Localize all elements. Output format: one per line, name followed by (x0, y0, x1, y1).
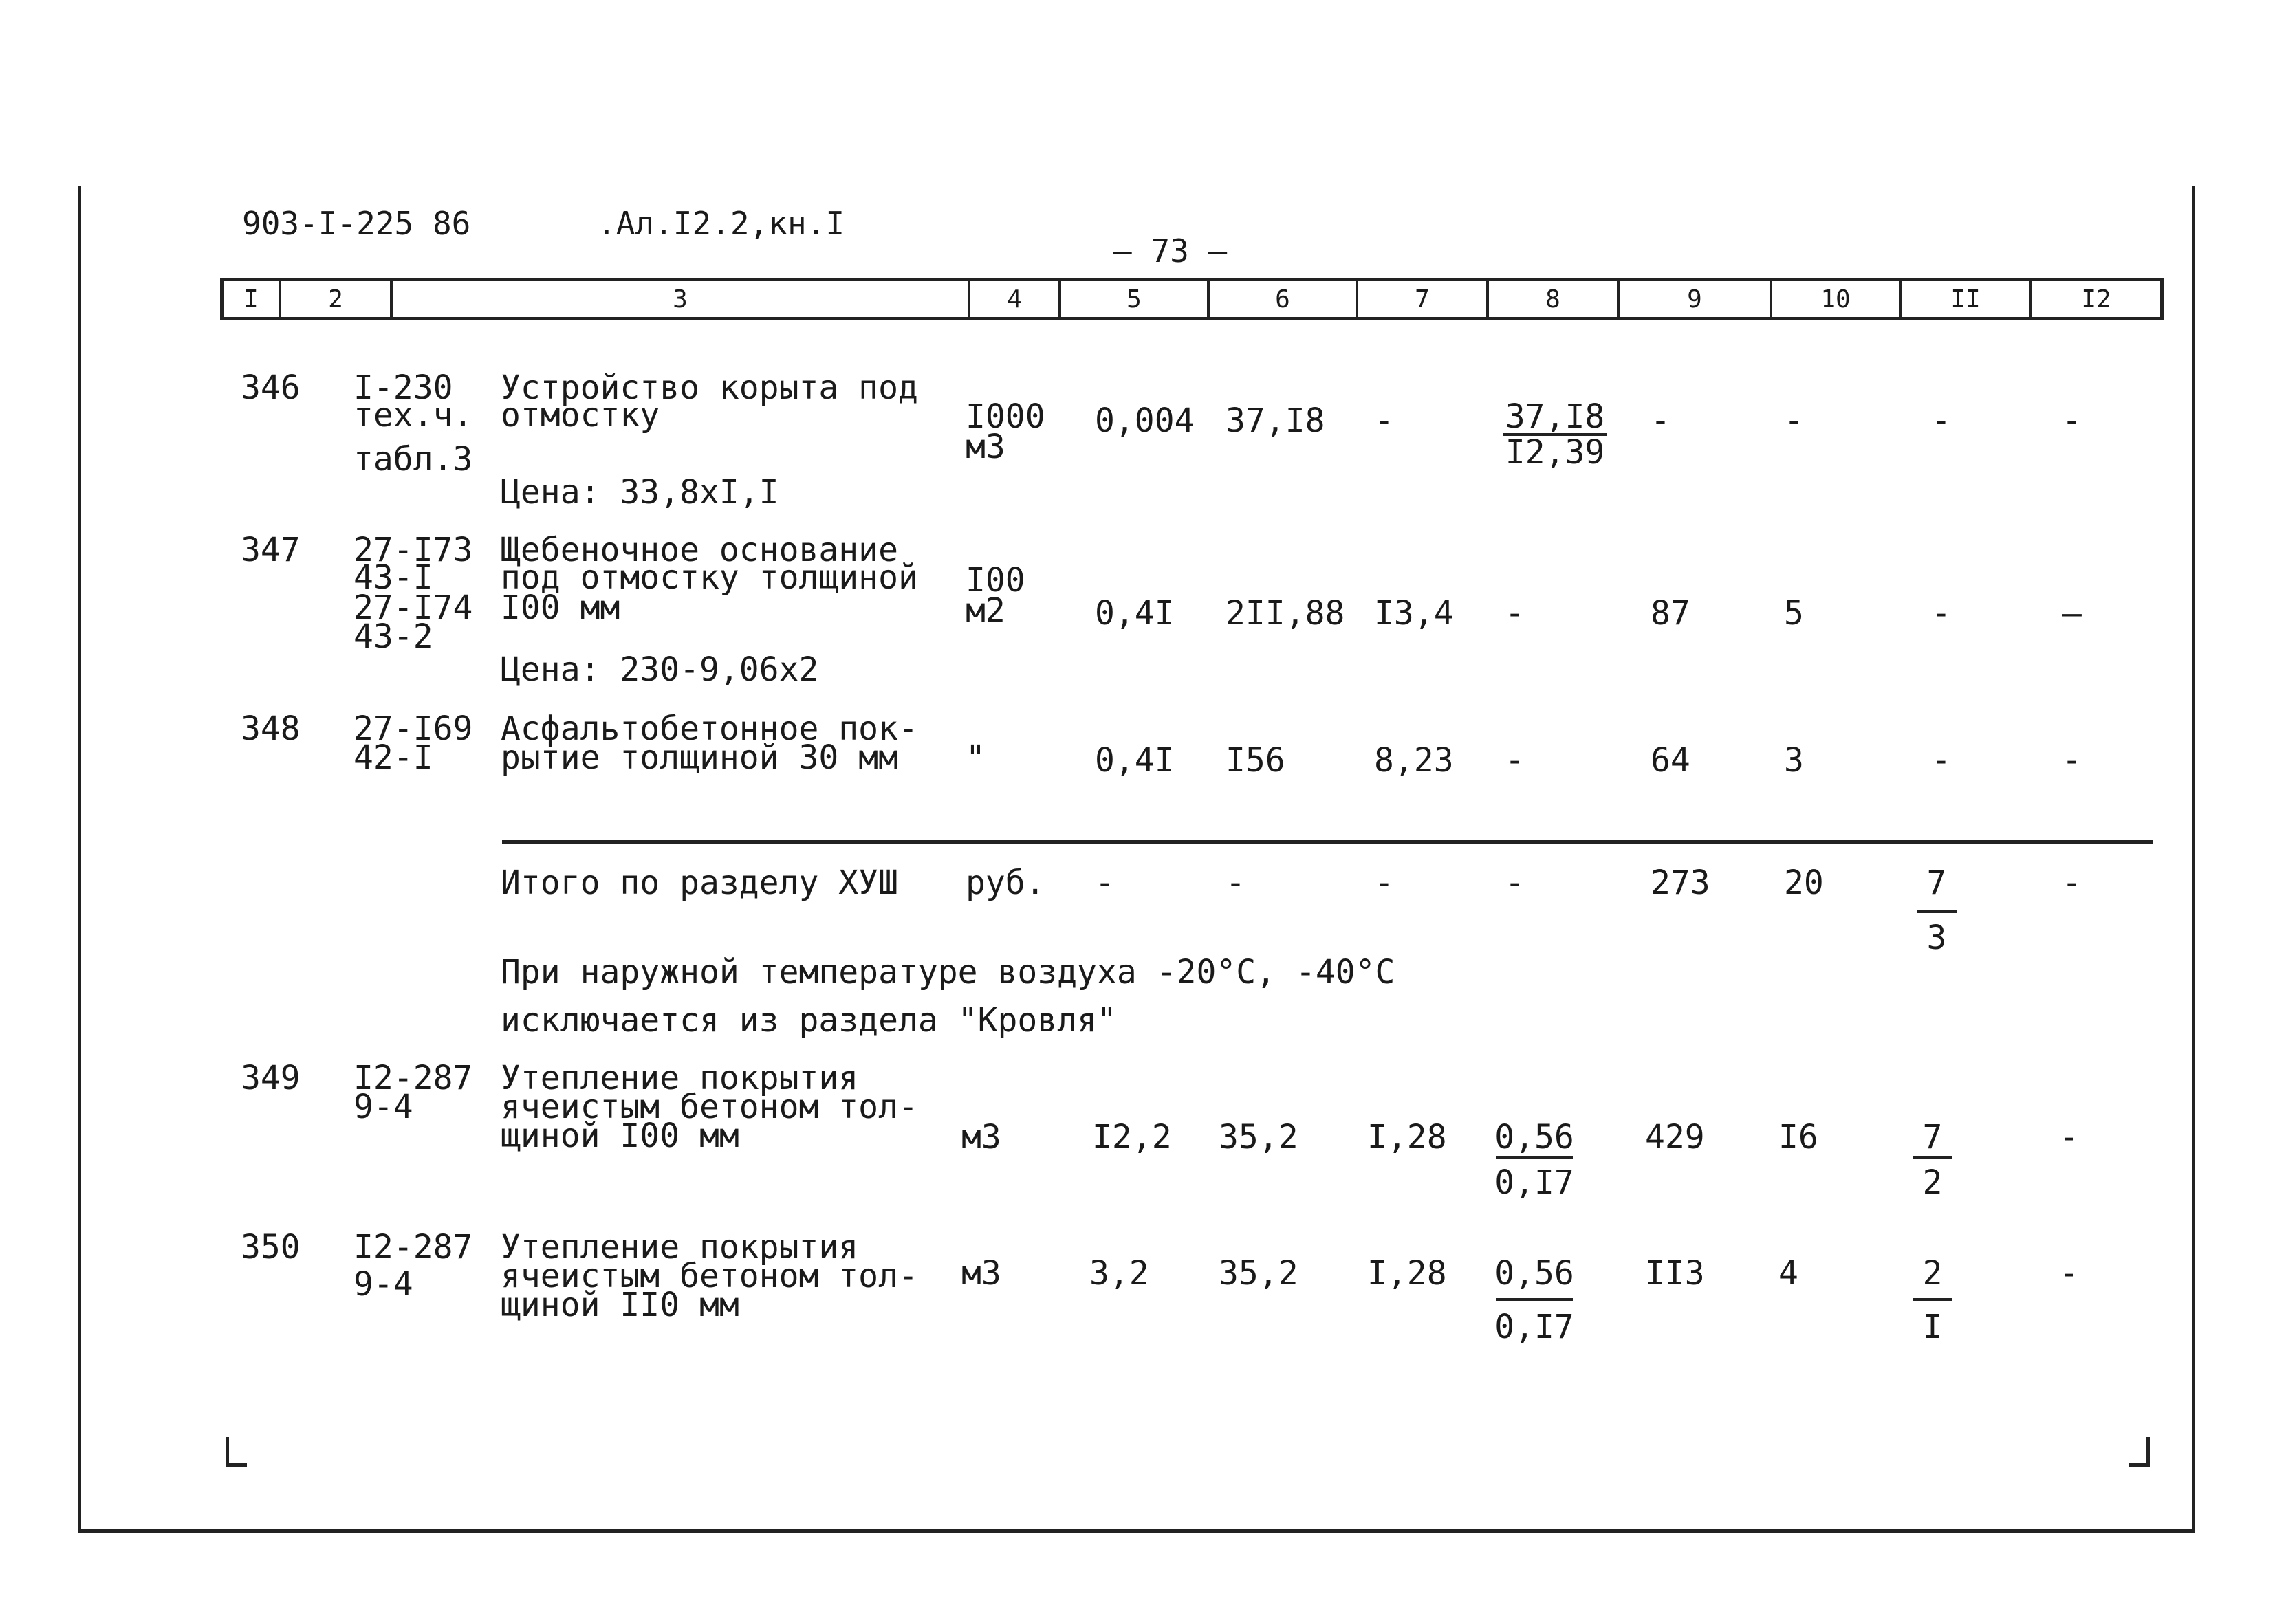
work-description: ячеистым бетоном тол- (501, 1257, 918, 1295)
cell-col10: - (1784, 402, 1804, 440)
column-number: II (1902, 281, 2032, 317)
cell-col7: - (1374, 402, 1394, 440)
cell-col8: - (1505, 594, 1525, 633)
page-frame-bottom (78, 1529, 2195, 1533)
fraction-bar (1917, 910, 1957, 913)
column-number: 2 (281, 281, 393, 317)
cell-unit-cost: - (1226, 864, 1245, 902)
cell-quantity: I2,2 (1092, 1118, 1172, 1156)
cell-col9: - (1651, 402, 1670, 440)
norm-code: 43-I (353, 558, 433, 597)
column-number: 9 (1620, 281, 1772, 317)
cell-fraction (1909, 864, 1964, 957)
norm-code: I2-287 (353, 1059, 473, 1097)
fraction-bar (1496, 1156, 1573, 1159)
row-number: 349 (241, 1059, 301, 1097)
fraction-top: 0,56 (1494, 1254, 1574, 1293)
cell-quantity: 0,4I (1095, 594, 1175, 633)
work-description: под отмостку толщиной (501, 558, 918, 597)
norm-code: 43-2 (353, 617, 433, 656)
fraction-bottom: 0,I7 (1494, 1163, 1574, 1202)
cell-col11: - (1931, 402, 1951, 440)
fraction-bar (1913, 1156, 1952, 1159)
cell-col9: 273 (1651, 864, 1710, 902)
row-number: 347 (241, 531, 301, 569)
cell-col12: - (2059, 1118, 2079, 1156)
cell-col9: 429 (1645, 1118, 1705, 1156)
cell-quantity: 0,4I (1095, 741, 1175, 780)
row-number: 348 (241, 710, 301, 748)
cell-col7: 8,23 (1374, 741, 1454, 780)
cell-col7: I3,4 (1374, 594, 1454, 633)
unit: м3 (966, 428, 1005, 466)
fraction-bottom: 3 (1926, 919, 1947, 957)
column-number: 8 (1489, 281, 1620, 317)
fraction-top: 2 (1922, 1254, 1943, 1293)
work-description: ячеистым бетоном тол- (501, 1088, 918, 1126)
fraction-bottom: 0,I7 (1494, 1308, 1574, 1346)
fraction-top: 37,I8 (1505, 397, 1605, 436)
column-number: 7 (1358, 281, 1489, 317)
column-number: I (224, 281, 281, 317)
norm-code: 27-I74 (353, 589, 473, 627)
cell-unit-cost: 37,I8 (1226, 402, 1325, 440)
work-description: рытие толщиной 30 мм (501, 738, 898, 777)
cell-fraction (1483, 1254, 1586, 1346)
norm-code: 9-4 (353, 1265, 413, 1304)
cell-unit-cost: I56 (1226, 741, 1285, 780)
norm-code: I2-287 (353, 1228, 473, 1266)
column-number: 10 (1772, 281, 1902, 317)
cell-quantity: - (1095, 864, 1115, 902)
norm-code: 42-I (353, 738, 433, 777)
norm-code: I-230 (353, 369, 453, 407)
cell-col8: - (1505, 741, 1525, 780)
cell-col9: II3 (1645, 1254, 1705, 1293)
price-formula: Цена: 230-9,06х2 (501, 650, 819, 689)
cell-col10: 4 (1778, 1254, 1798, 1293)
total-unit: руб. (966, 864, 1045, 902)
cell-col9: 87 (1651, 594, 1690, 633)
norm-code: 27-I69 (353, 710, 473, 748)
cell-col12: - (2062, 402, 2082, 440)
work-description: I00 мм (501, 589, 620, 627)
row-number: 346 (241, 369, 301, 407)
row-number: 350 (241, 1228, 301, 1266)
cell-col8: - (1505, 864, 1525, 902)
cell-col7: I,28 (1367, 1254, 1447, 1293)
column-number: I2 (2081, 285, 2111, 314)
unit: м3 (961, 1254, 1001, 1293)
fraction-top: 0,56 (1494, 1118, 1574, 1156)
work-description: щиной II0 мм (501, 1286, 739, 1324)
fraction-top: 7 (1922, 1118, 1943, 1156)
cell-col10: 3 (1784, 741, 1804, 780)
cell-fraction (1490, 397, 1620, 472)
page-frame-left (78, 186, 81, 1532)
note-text: При наружной температуре воздуха -20°С, -40°С (501, 953, 1395, 991)
page-frame-right (2192, 186, 2195, 1532)
column-number: 4 (970, 281, 1061, 317)
note-text: исключается из раздела "Кровля" (501, 1001, 1117, 1040)
work-description: щиной I00 мм (501, 1117, 739, 1155)
cell-col11: - (1931, 594, 1951, 633)
fraction-top: 7 (1926, 864, 1947, 902)
cell-col10: 20 (1784, 864, 1824, 902)
cell-unit-cost: 35,2 (1219, 1118, 1298, 1156)
cell-col10: I6 (1778, 1118, 1818, 1156)
corner-mark-left (226, 1437, 247, 1467)
fraction-bottom: I (1922, 1308, 1943, 1346)
column-header-row (220, 278, 2164, 320)
fraction-bar (1913, 1298, 1952, 1301)
cell-quantity: 3,2 (1089, 1254, 1149, 1293)
fraction-bottom: 2 (1922, 1163, 1943, 1202)
work-description: Устройство корыта под (501, 369, 918, 407)
cell-fraction (1483, 1118, 1586, 1202)
album-reference: .Ал.I2.2,кн.I (597, 205, 845, 242)
norm-code: 9-4 (353, 1088, 413, 1126)
unit: м2 (966, 591, 1005, 630)
norm-code: тех.ч. (353, 396, 473, 435)
document-code: 903-I-225 86 (242, 205, 471, 242)
norm-code: табл.3 (353, 440, 473, 479)
corner-mark-right (2129, 1437, 2150, 1467)
unit: м3 (961, 1118, 1001, 1156)
unit: I000 (966, 397, 1045, 436)
cell-unit-cost: 35,2 (1219, 1254, 1298, 1293)
cell-col12: — (2062, 594, 2082, 633)
cell-col7: I,28 (1367, 1118, 1447, 1156)
fraction-bar (1496, 1298, 1573, 1301)
section-divider (502, 840, 2153, 844)
unit-ditto: " (966, 738, 986, 777)
cell-col12: - (2062, 741, 2082, 780)
work-description: Щебеночное основание (501, 531, 898, 569)
cell-col12: - (2059, 1254, 2079, 1293)
fraction-bottom: I2,39 (1505, 433, 1605, 472)
total-label: Итого по разделу ХУШ (501, 864, 898, 902)
cell-col10: 5 (1784, 594, 1804, 633)
page-number: — 73 — (1113, 232, 1228, 270)
cell-col7: - (1374, 864, 1394, 902)
norm-code: 27-I73 (353, 531, 473, 569)
cell-unit-cost: 2II,88 (1226, 594, 1345, 633)
work-description: отмостку (501, 396, 660, 435)
cell-col11: - (1931, 741, 1951, 780)
unit: I00 (966, 561, 1025, 600)
cell-fraction (1905, 1118, 1960, 1202)
column-number: 6 (1210, 281, 1358, 317)
cell-quantity: 0,004 (1095, 402, 1195, 440)
price-formula: Цена: 33,8хI,I (501, 473, 779, 512)
column-number: 5 (1061, 281, 1210, 317)
cell-col9: 64 (1651, 741, 1690, 780)
work-description: Асфальтобетонное пок- (501, 710, 918, 748)
cell-col12: - (2062, 864, 2082, 902)
cell-fraction (1905, 1254, 1960, 1346)
work-description: Утепление покрытия (501, 1228, 859, 1266)
column-number: 3 (393, 281, 970, 317)
work-description: Утепление покрытия (501, 1059, 859, 1097)
